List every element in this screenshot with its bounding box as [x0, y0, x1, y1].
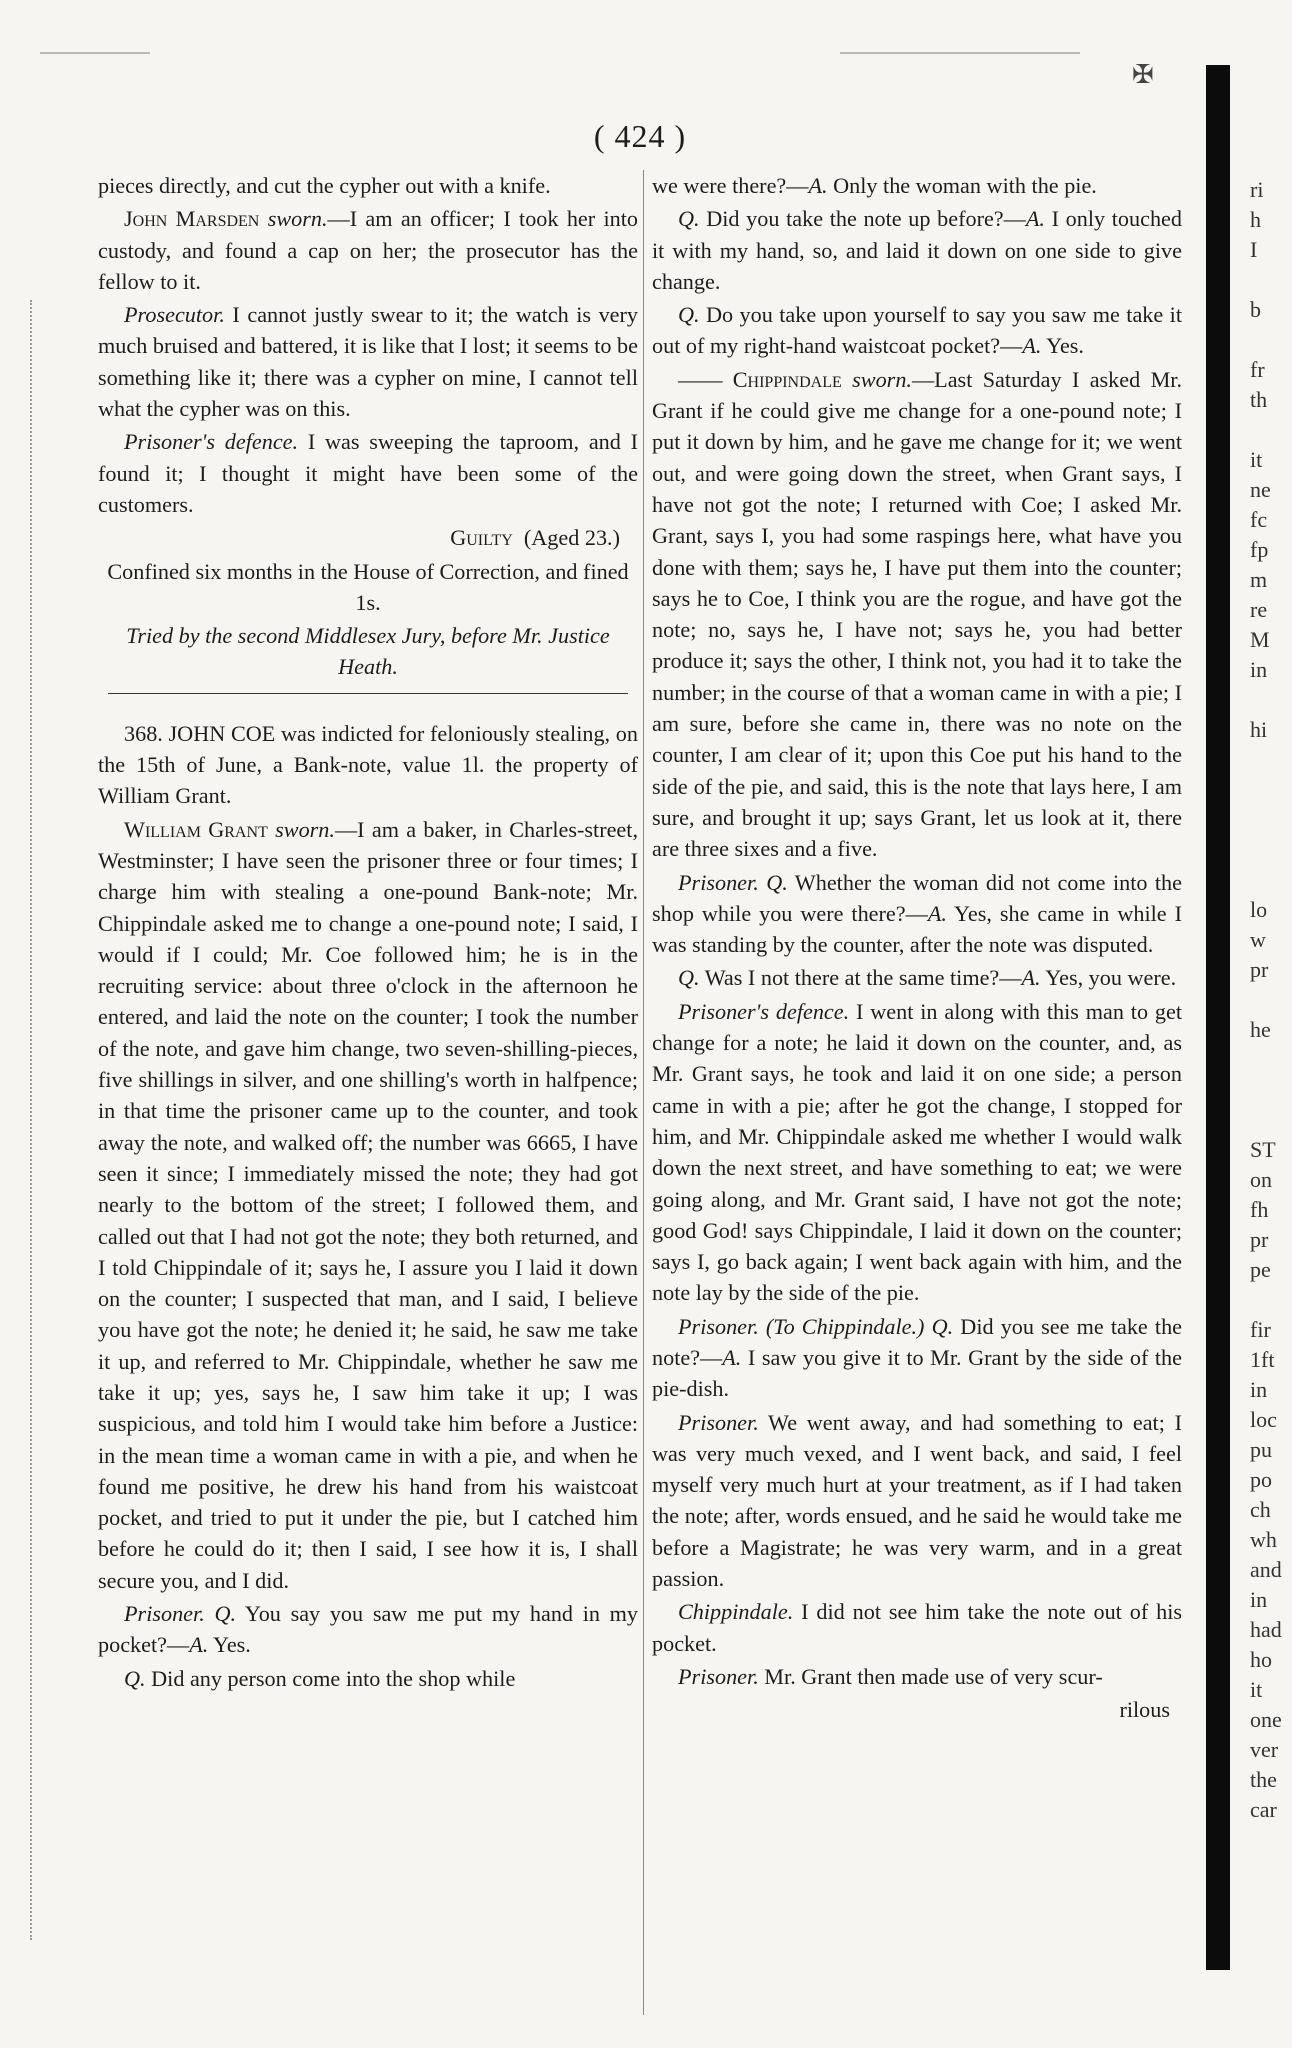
- facing-page-line: one: [1250, 1707, 1282, 1732]
- facing-page-line: loc: [1250, 1407, 1277, 1432]
- scan-noise-left: [40, 52, 150, 54]
- sworn-label: sworn.: [267, 206, 328, 232]
- facing-page-line: pr: [1250, 1227, 1269, 1252]
- answer-text: Yes, she came in while I was standing by the counter, after the note was disputed.: [652, 900, 1182, 958]
- statement-text: Mr. Grant then made use of very scur-: [758, 1663, 1103, 1689]
- facing-page-line: fir: [1250, 1317, 1271, 1342]
- speaker-label: Prisoner.: [678, 1663, 759, 1689]
- a-label: A.: [1025, 206, 1045, 232]
- statement-text: We went away, and had something to eat; I was very much vexed, and I went back, and said, I feel myself very much hurt at your treatment, as if I had taken the note; after, words ensued, and he said he would take me before a Magistrate; he was very warm, and in a great passion.: [652, 1409, 1182, 1592]
- paragraph: [652, 170, 1182, 201]
- facing-page-line: h: [1250, 207, 1261, 232]
- a-label: A.: [927, 900, 947, 926]
- cross-question: [98, 1598, 638, 1661]
- facing-page-line: car: [1250, 1797, 1277, 1822]
- question-text: we were there?—: [652, 173, 809, 198]
- facing-page-line: it: [1250, 1677, 1263, 1702]
- speaker-label: Prisoner.: [678, 1409, 759, 1435]
- facing-page-line: [1250, 415, 1292, 445]
- answer-text: I saw you give it to Mr. Grant by the side of the pie-dish.: [652, 1344, 1182, 1402]
- a-label: A.: [722, 1344, 742, 1370]
- left-column: [98, 170, 638, 1696]
- age: (Aged 23.): [523, 525, 620, 551]
- facing-page-line: and: [1250, 1557, 1282, 1582]
- question-text: Whether the woman did not come into the shop while you were there?—: [652, 869, 1182, 926]
- dash: ——: [678, 366, 723, 392]
- facing-page-line: [1250, 745, 1292, 775]
- scan-mark: ✠: [1132, 60, 1154, 89]
- question-text: You say you saw me put my hand in my pocket?—: [98, 1601, 639, 1658]
- catchword: rilous: [1119, 1697, 1170, 1723]
- facing-page-line: [1250, 985, 1292, 1015]
- cross-question: [652, 203, 1182, 297]
- q-label: Q.: [931, 1313, 954, 1339]
- cross-question: [652, 962, 1182, 993]
- facing-page-line: th: [1250, 387, 1268, 412]
- q-label: Q.: [214, 1601, 237, 1627]
- a-label: A.: [189, 1632, 209, 1658]
- facing-page-line: fh: [1250, 1197, 1269, 1222]
- facing-page-line: fc: [1250, 507, 1268, 532]
- tried-by: Tried by the second Middlesex Jury, before Mr. Justice Heath.: [126, 623, 610, 680]
- facing-page-line: b: [1250, 297, 1261, 322]
- facing-page-line: [1250, 265, 1292, 295]
- question-text: Did you see me take the note?—: [652, 1313, 1183, 1370]
- q-label: Q.: [678, 965, 700, 991]
- prisoner-defence: [652, 996, 1182, 1309]
- q-label: Q.: [678, 206, 700, 232]
- answer-text: Only the woman with the pie.: [827, 173, 1097, 198]
- speaker-label: Prisoner.: [678, 1313, 759, 1339]
- facing-page-line: po: [1250, 1467, 1272, 1492]
- facing-page-line: ho: [1250, 1647, 1272, 1672]
- facing-page-line: [1250, 1285, 1292, 1315]
- speaker-label: Chippindale.: [678, 1599, 794, 1625]
- answer-text: Yes, you were.: [1040, 965, 1177, 991]
- a-label: A.: [1021, 965, 1041, 991]
- facing-page-line: ch: [1250, 1497, 1271, 1522]
- facing-page-line: [1250, 1045, 1292, 1075]
- facing-page-line: [1250, 325, 1292, 355]
- testimony-grant: [98, 814, 638, 1596]
- facing-page-line: M: [1250, 627, 1270, 652]
- facing-page-line: [1250, 1105, 1292, 1135]
- facing-page-line: ri: [1250, 177, 1264, 202]
- facing-page-line: he: [1250, 1017, 1271, 1042]
- section-divider: [108, 693, 628, 694]
- speaker-label: Prisoner.: [124, 1601, 205, 1627]
- testimony-chippindale: [652, 364, 1182, 865]
- facing-page-line: it: [1250, 447, 1263, 472]
- a-label: A.: [1022, 333, 1042, 359]
- speaker-label: Prisoner's defence.: [124, 429, 299, 455]
- case-number: 368.: [124, 720, 163, 746]
- testimony-text: —I am an officer; I took her into custody, and found a cap on her; the prosecutor has the fellow to it.: [98, 206, 638, 294]
- scan-noise-right: [840, 52, 1080, 54]
- facing-page-line: m: [1250, 567, 1268, 592]
- facing-page-line: ne: [1250, 477, 1271, 502]
- question-text: Did any person come into the shop while: [145, 1665, 516, 1691]
- verdict: Guilty: [450, 525, 513, 551]
- testimony-text: —Last Saturday I asked Mr. Grant if he could give me change for a one-pound note; I put it down by him, and he gave me change for it; we went out, and were going down the street, when Grant says, I have not got the note; I returned with Coe; I asked Mr. Grant, says I, you had some raspings here, what have you done with them; says he, I have put them into the counter; says he to Coe, I think you are the rogue, and have got the note; no, says he, I have not; says he, you had better produce it; says the other, I think not, you had it to take the number; in the course of that a woman came in with a pie; I am sure, before she came in, there was no note on the counter, I am clear of it; upon this Coe put his hand to the side of the pie, and said, this is the note that lays here, I am sure, and brought it up; says Grant, let us look at it, there are three sixes and a five.: [652, 366, 1183, 862]
- facing-page-fragment: [1250, 175, 1292, 1825]
- facing-page-line: in: [1250, 1377, 1268, 1402]
- question-text: Was I not there at the same time?—: [699, 965, 1022, 991]
- facing-page-line: wh: [1250, 1527, 1277, 1552]
- facing-page-line: [1250, 1075, 1292, 1105]
- sworn-label: sworn.: [275, 816, 335, 842]
- cross-question: [652, 867, 1182, 961]
- answer-text: Yes.: [208, 1632, 251, 1658]
- facing-page-line: on: [1250, 1167, 1272, 1192]
- testimony-text: —I am a baker, in Charles-street, Westminster; I have seen the prisoner three or four times; I charge him with stealing a one-pound Bank-note; Mr. Chippindale asked me to change a one-pound note; I said, I would if I could; Mr. Coe followed him; he is in the recruiting service: about three o'clock in the afternoon he entered, and laid the note on the counter; I took the number of the note, and gave him change, two seven-shilling-pieces, five shillings in silver, and one shilling's worth in halfpence; in that time the prisoner came up to the counter, and took away the note, and walked off; the number was 6665, I have seen it since; I immediately missed the note; they had got nearly to the bottom of the street; I followed them, and called out that I had not got the note; they both returned, and I told Chippindale of it; says he, I assure you I laid it down on the counter; I suspected that man, and I said, I believe you have got the note; he denied it; he said, he saw me take it up, and referred to Mr. Chippindale, whether he saw me take it up; yes, says he, I saw him take it up; I was suspicious, and told him I would take him before a Justice: in the mean time a woman came in with a pie, and when he found me positive, he drew his hand from his waistcoat pocket, and tried to put it under the pie, but I catched him before he could do it; then I said, I see how it is, I shall secure you, and I did.: [98, 816, 638, 1593]
- case-heading: [98, 718, 638, 812]
- facing-page-line: [1250, 835, 1292, 865]
- cross-question: [98, 1663, 638, 1694]
- witness-name: William Grant: [124, 816, 268, 842]
- speaker-label: Prisoner's defence.: [678, 998, 850, 1024]
- facing-page-line: [1250, 805, 1292, 835]
- chippindale-statement: [652, 1596, 1182, 1659]
- facing-page-line: in: [1250, 1587, 1268, 1612]
- facing-page-line: [1250, 685, 1292, 715]
- prisoner-statement: [652, 1407, 1182, 1595]
- cross-question: [652, 299, 1182, 362]
- witness-name: John Marsden: [124, 206, 260, 232]
- cross-question: [652, 1311, 1182, 1405]
- facing-page-line: w: [1250, 927, 1266, 952]
- facing-page-line: had: [1250, 1617, 1282, 1642]
- statement-text: I did not see him take the note out of his pocket.: [652, 1599, 1182, 1656]
- sworn-label: sworn.: [852, 366, 912, 392]
- witness-name: Chippindale: [732, 366, 842, 392]
- case-text: JOHN COE was indicted for feloniously stealing, on the 15th of June, a Bank-note, value 1l. the property of William Grant.: [98, 720, 638, 809]
- facing-page-line: pu: [1250, 1437, 1272, 1462]
- scan-margin-noise: [30, 300, 54, 1940]
- facing-page-line: hi: [1250, 717, 1268, 742]
- facing-page-line: ST: [1250, 1137, 1276, 1162]
- speaker-label: Prisoner.: [678, 869, 759, 895]
- prosecutor-statement: [98, 299, 638, 424]
- facing-page-line: I: [1250, 237, 1258, 262]
- question-text: Do you take upon yourself to say you saw me take it out of my right-hand waistcoat pocket?—: [652, 302, 1182, 359]
- facing-page-line: ver: [1250, 1737, 1279, 1762]
- q-label: Q.: [766, 869, 788, 895]
- facing-page-line: 1ft: [1250, 1347, 1275, 1372]
- page-number: ( 424 ): [593, 118, 687, 154]
- q-label: Q.: [678, 302, 700, 328]
- facing-page-line: in: [1250, 657, 1268, 682]
- sentence: Confined six months in the House of Correction, and fined 1s.: [107, 558, 629, 615]
- facing-page-line: re: [1250, 597, 1268, 622]
- answer-text: Yes.: [1041, 333, 1084, 359]
- facing-page-line: the: [1250, 1767, 1277, 1792]
- q-label: Q.: [124, 1665, 146, 1691]
- facing-page-line: pr: [1250, 957, 1269, 982]
- column-rule: [643, 170, 644, 2015]
- facing-page-line: pe: [1250, 1257, 1271, 1282]
- prisoner-statement: [652, 1661, 1182, 1692]
- facing-page-line: [1250, 775, 1292, 805]
- speaker-label: Prosecutor.: [124, 302, 225, 328]
- answer-text: I only touched it with my hand, so, and laid it down on one side to give change.: [652, 206, 1182, 294]
- paragraph: pieces directly, and cut the cypher out with a knife.: [98, 173, 551, 198]
- question-text: Did you take the note up before?—: [699, 206, 1026, 232]
- addressee: (To Chippindale.): [765, 1313, 925, 1339]
- a-label: A.: [808, 173, 828, 198]
- facing-page-line: fr: [1250, 357, 1265, 382]
- statement-text: I cannot justly swear to it; the watch is very much bruised and battered, it is like that I lost; it seems to be something like it; there was a cypher on mine, I cannot tell what the cypher was on this.: [98, 302, 638, 422]
- verdict-line: [98, 522, 638, 553]
- statement-text: I went in along with this man to get change for a note; he laid it down on the counter, and, as Mr. Grant says, he took and laid it on one side; a person came in with a pie; after he got the change, I stopped for him, and Mr. Chippindale asked me whether I would walk down the next street, and have something to eat; we were going along, and Mr. Grant said, I have not got the note; good God! says Chippindale, I laid it down on the counter; says I, go back again; I went back again with him, and the note lay by the side of the pie.: [652, 998, 1183, 1306]
- facing-page-line: [1250, 865, 1292, 895]
- prisoner-defence: [98, 426, 638, 520]
- book-gutter: [1206, 65, 1230, 1970]
- statement-text: I was sweeping the taproom, and I found it; I thought it might have been some of the customers.: [98, 429, 638, 517]
- facing-page-line: lo: [1250, 897, 1268, 922]
- testimony-marsden: [98, 203, 638, 297]
- right-column: [652, 170, 1182, 1728]
- facing-page-line: fp: [1250, 537, 1269, 562]
